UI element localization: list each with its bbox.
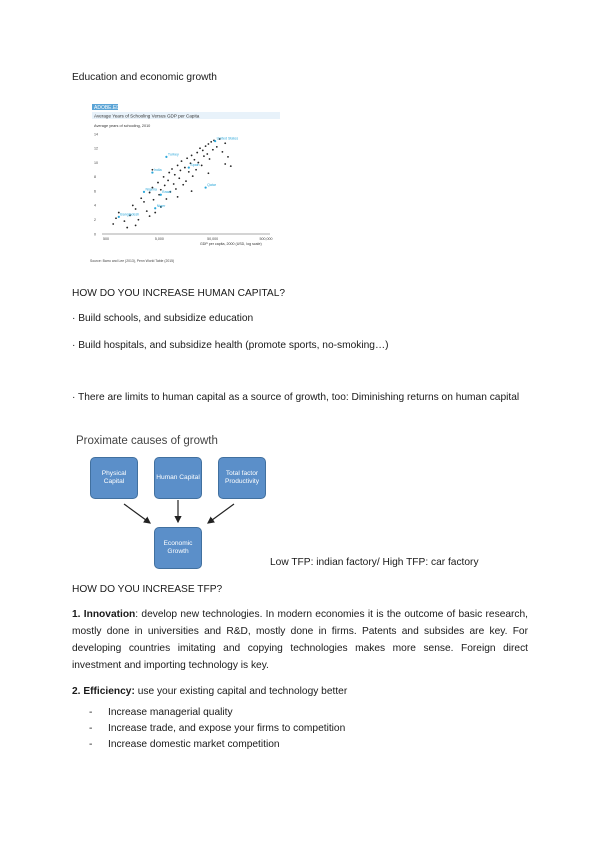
chart-title: Average Years of Schooling Versus GDP per Capita xyxy=(94,113,200,119)
heading-tfp: HOW DO YOU INCREASE TFP? xyxy=(72,584,223,595)
page-title: Education and economic growth xyxy=(72,72,217,83)
y-tick-label: 10 xyxy=(94,160,98,165)
brand-text: ADOBE.ED xyxy=(94,105,120,111)
list-item: - Increase trade, and expose your firms to competition xyxy=(89,723,346,734)
y-tick-label: 8 xyxy=(94,175,96,180)
innovation-text: : develop new technologies. In modern economies it is the outcome of basic research, mostly done in universities and R&D, mostly done in firms. Patents and subsides are key. For developing countries imitating and copying technologies makes more sense. Foreign direct investment and importing technology is key. xyxy=(72,609,529,671)
y-axis-label: Average years of schooling, 2010 xyxy=(94,124,151,128)
arrow-physical-to-growth xyxy=(124,504,150,523)
box-tfp: Total factor Productivity xyxy=(218,457,266,499)
efficiency-text: use your existing capital and technology better xyxy=(134,686,348,697)
efficiency-list xyxy=(89,705,346,753)
figure-source: Source: Barro and Lee (2013), Penn World Table (2015) xyxy=(90,259,175,263)
y-tick-label: 4 xyxy=(94,203,96,208)
x-tick-label: 50,000 xyxy=(207,237,219,241)
heading-human-capital: HOW DO YOU INCREASE HUMAN CAPITAL? xyxy=(72,288,286,299)
country-label: India xyxy=(153,168,162,173)
country-label: Bangladesh xyxy=(120,212,140,217)
bullet-hospitals: · Build hospitals, and subsidize health (promote sports, no-smoking…) xyxy=(72,340,389,351)
box-economic-growth: Economic Growth xyxy=(154,527,202,569)
country-label: Qatar xyxy=(207,183,217,188)
tfp-note: Low TFP: indian factory/ High TFP: car factory xyxy=(270,557,479,568)
country-label: Brazil xyxy=(162,190,172,195)
diagram-title: Proximate causes of growth xyxy=(76,435,218,447)
country-label: Niger xyxy=(156,203,166,208)
country-label: United States xyxy=(216,136,239,141)
box-human-capital: Human Capital xyxy=(154,457,202,499)
efficiency-label: 2. Efficiency: xyxy=(72,686,135,697)
box-physical-capital: Physical Capital xyxy=(90,457,138,499)
x-tick-label: 5,000 xyxy=(154,237,164,241)
x-tick-label: 500 xyxy=(103,237,109,241)
country-label: Turkey xyxy=(167,152,179,157)
efficiency-paragraph xyxy=(72,684,347,700)
country-label: Nigeria xyxy=(145,187,157,192)
arrow-tfp-to-growth xyxy=(208,504,234,523)
y-tick-label: 6 xyxy=(94,189,96,194)
country-label: Spain xyxy=(190,163,200,168)
y-tick-label: 12 xyxy=(94,146,98,151)
x-tick-label: 500,000 xyxy=(259,237,273,241)
y-tick-label: 2 xyxy=(94,218,96,223)
innovation-paragraph xyxy=(72,606,528,674)
y-tick-label: 0 xyxy=(94,232,96,237)
y-tick-label: 14 xyxy=(94,132,98,137)
x-axis-label: GDP per capita, 2000 (USD, log scale) xyxy=(200,242,262,246)
bullet-limits: · There are limits to human capital as a source of growth, too: Diminishing returns on human capital xyxy=(72,392,520,403)
list-item: - Increase domestic market competition xyxy=(89,739,280,750)
bullet-schools: · Build schools, and subsidize education xyxy=(72,313,254,324)
innovation-label: 1. Innovation xyxy=(72,609,136,620)
list-item: - Increase managerial quality xyxy=(89,707,233,718)
